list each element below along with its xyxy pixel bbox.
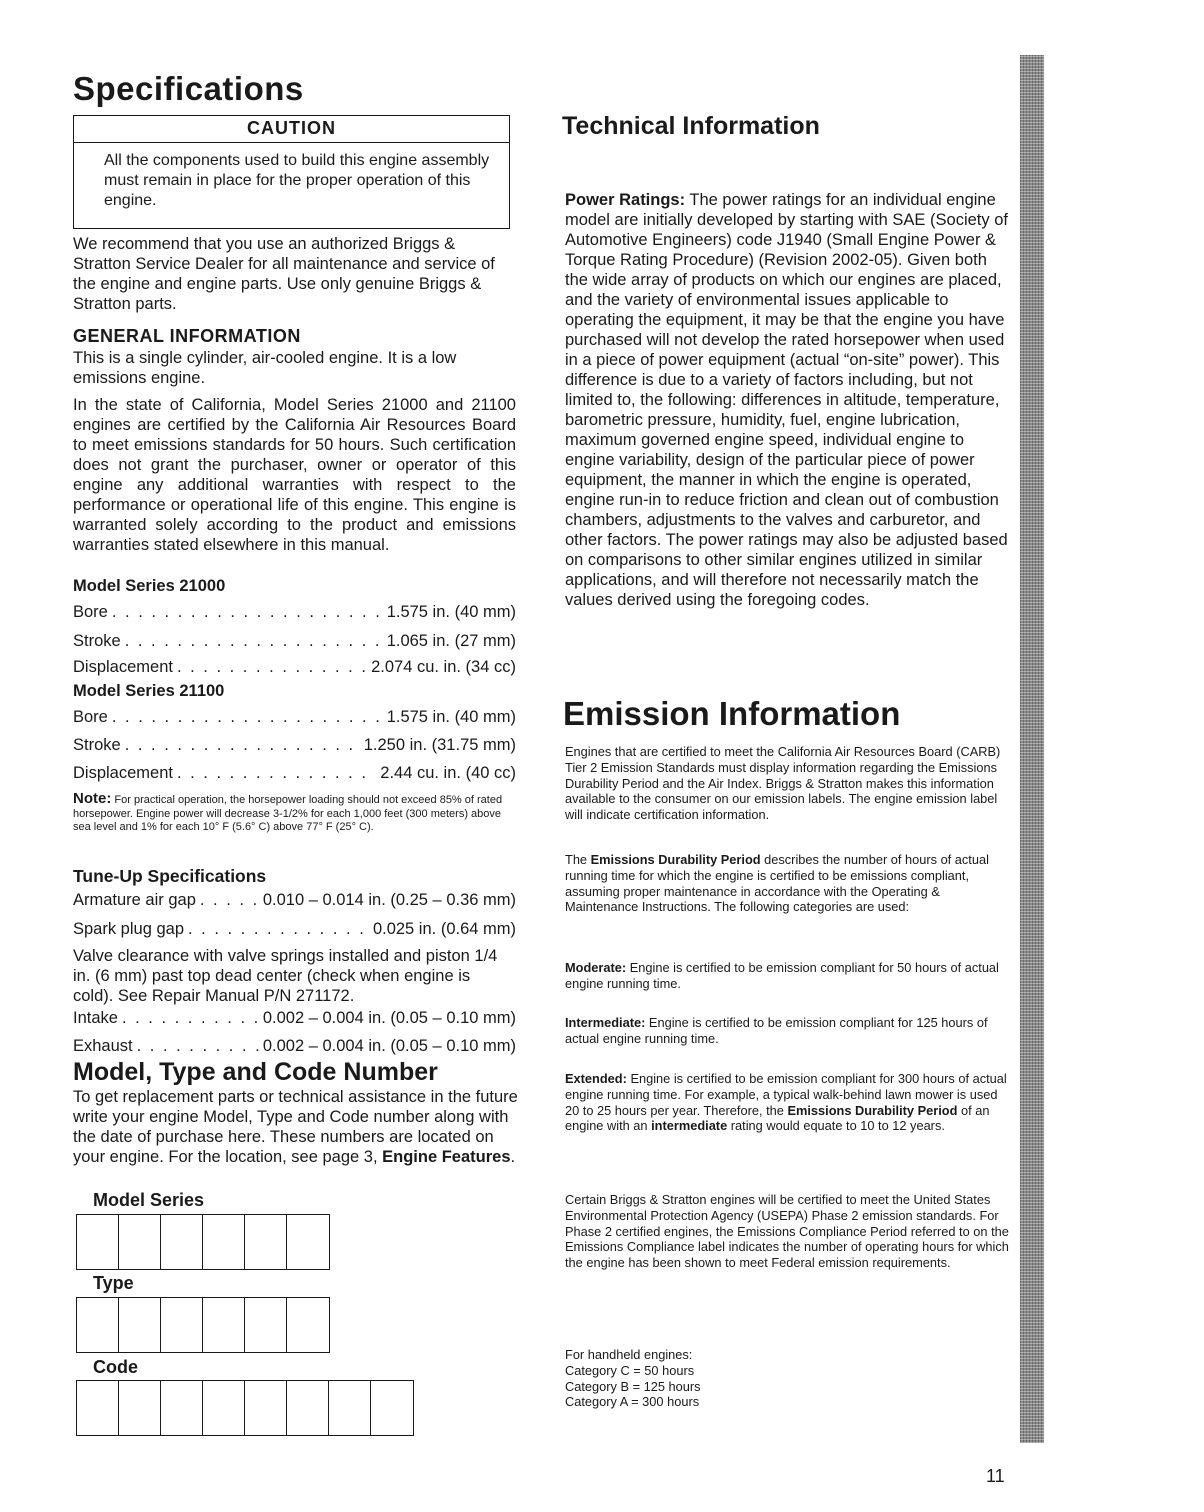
spec-label: Bore xyxy=(73,708,108,726)
code-label: Code xyxy=(93,1357,138,1377)
page-number: 11 xyxy=(986,1466,1005,1486)
entry-cell xyxy=(119,1298,161,1352)
emission-p2-bold: Emissions Durability Period xyxy=(590,852,761,867)
spec-label: Intake xyxy=(73,1009,118,1027)
moderate-label: Moderate: xyxy=(565,960,627,975)
spec-label: Exhaust xyxy=(73,1037,133,1055)
spec-row xyxy=(73,762,516,784)
entry-cell xyxy=(203,1215,245,1269)
code-entry-boxes xyxy=(76,1380,414,1436)
spec-value: 2.44 cu. in. (40 cc) xyxy=(380,764,516,782)
caution-text: All the components used to build this engine assembly must remain in place for the proper operation of this engine. xyxy=(104,152,490,209)
general-information-p2: In the state of California, Model Series 21000 and 21100 engines are certified by the California Air Resources Board to meet emissions standards for 50 hours. Such certification does not grant the purchaser, owner or operator of this engine any additional warranties with respect to the performance or operational life of this engine. This engine is warranted solely according to the product and emissions warranties stated elsewhere in this manual. xyxy=(73,396,516,554)
spec-label: Displacement xyxy=(73,658,173,676)
spec-row xyxy=(73,1035,516,1057)
extended-category xyxy=(565,1071,1013,1134)
extended-bold-intermediate: intermediate xyxy=(651,1118,728,1134)
model-type-code-paragraph xyxy=(73,1087,518,1167)
spec-label: Displacement xyxy=(73,764,173,782)
spec-row xyxy=(73,889,516,911)
specifications-title: Specifications xyxy=(73,70,304,107)
entry-cell xyxy=(161,1298,203,1352)
entry-cell xyxy=(203,1381,245,1435)
spec-value: 1.065 in. (27 mm) xyxy=(386,632,516,650)
dot-leader xyxy=(137,1035,259,1057)
spec-row xyxy=(73,734,516,756)
caution-box xyxy=(73,115,510,229)
entry-cell xyxy=(77,1381,119,1435)
entry-cell xyxy=(77,1298,119,1352)
entry-cell xyxy=(287,1215,329,1269)
spec-row xyxy=(73,918,516,940)
general-information-p1: This is a single cylinder, air-cooled engine. It is a low emissions engine. xyxy=(73,349,457,387)
spec-value: 1.575 in. (40 mm) xyxy=(386,708,516,726)
intermediate-label: Intermediate: xyxy=(565,1015,646,1030)
spec-label: Stroke xyxy=(73,736,121,754)
page-edge-stripe xyxy=(1020,55,1044,1443)
note-label: Note: xyxy=(73,790,112,807)
dot-leader xyxy=(112,601,383,623)
entry-cell xyxy=(371,1381,413,1435)
spec-value: 1.250 in. (31.75 mm) xyxy=(363,736,516,754)
valve-clearance-paragraph: Valve clearance with valve springs installed and piston 1/4 in. (6 mm) past top dead center (check when engine is cold). See Repair Manual P/N 271172. xyxy=(73,947,498,1005)
spec-label: Bore xyxy=(73,603,108,621)
recommend-paragraph: We recommend that you use an authorized Briggs & Stratton Service Dealer for all maintenance and service of the engine and engine parts. Use only genuine Briggs & Stratton parts. xyxy=(73,235,495,313)
extended-text: Engine is certified to be emission compliant for 300 hours of actual engine running time. For example, a typical walk-behind lawn mower is used 20 to 25 hours per year. Therefore, the xyxy=(565,1071,1007,1118)
spec-value: 1.575 in. (40 mm) xyxy=(386,603,516,621)
entry-cell xyxy=(119,1215,161,1269)
spec-row xyxy=(73,656,516,678)
spec-value: 0.010 – 0.014 in. (0.25 – 0.36 mm) xyxy=(262,891,516,909)
emission-p1: Engines that are certified to meet the California Air Resources Board (CARB) Tier 2 Emission Standards must display information regarding the Emissions Durability Period and the Air Index. Briggs & Stratton makes this information available to the consumer on our emission labels. The engine emission label will indicate certification information. xyxy=(565,744,1001,823)
general-information-heading: GENERAL INFORMATION xyxy=(73,326,301,346)
entry-cell xyxy=(161,1381,203,1435)
category-line: Category B = 125 hours xyxy=(565,1378,701,1394)
model-text-end: . xyxy=(510,1148,516,1166)
spec-row xyxy=(73,1007,516,1029)
spec-row xyxy=(73,630,516,652)
tune-up-heading: Tune-Up Specifications xyxy=(73,866,267,886)
note-text: For practical operation, the horsepower loading should not exceed 85% of rated horsepower. Engine power will decrease 3-1/2% for each 1,000 feet (300 meters) above sea level and 1% for each 10° F (5.6° C) above 77° F (25° C). xyxy=(73,794,503,833)
moderate-text: Engine is certified to be emission compliant for 50 hours of actual engine running time. xyxy=(565,960,999,991)
moderate-category xyxy=(565,960,1013,992)
spec-value: 0.002 – 0.004 in. (0.05 – 0.10 mm) xyxy=(262,1037,516,1055)
category-line: Category C = 50 hours xyxy=(565,1362,695,1378)
entry-cell xyxy=(245,1298,287,1352)
model-series-label: Model Series xyxy=(93,1190,205,1210)
dot-leader xyxy=(200,889,259,911)
entry-cell xyxy=(245,1215,287,1269)
caution-divider xyxy=(74,142,509,143)
dot-leader xyxy=(188,918,369,940)
usepa-paragraph: Certain Briggs & Stratton engines will be certified to meet the United States Environmental Protection Agency (USEPA) Phase 2 emission standards. For Phase 2 certified engines, the Emissions Compliance Period referred to on the Emissions Compliance label indicates the number of operating hours for which the engine has been shown to meet Federal emission requirements. xyxy=(565,1192,1009,1271)
emission-p2-post: describes the number of hours of actual running time for which the engine is certified to be emissions compliant, assuming proper maintenance in accordance with the Operating & Maintenance Instructions. The following categories are used: xyxy=(565,852,989,915)
handheld-heading: For handheld engines: xyxy=(565,1347,693,1362)
entry-cell xyxy=(287,1298,329,1352)
entry-cell xyxy=(203,1298,245,1352)
spec-label: Stroke xyxy=(73,632,121,650)
extended-bold-durability: Emissions Durability Period xyxy=(787,1102,958,1118)
technical-information-title: Technical Information xyxy=(562,112,820,140)
extended-end: rating would equate to 10 to 12 years. xyxy=(730,1118,945,1134)
extended-mid: of an engine with an xyxy=(565,1102,990,1134)
handheld-categories xyxy=(565,1347,1013,1410)
entry-cell xyxy=(287,1381,329,1435)
dot-leader xyxy=(112,706,383,728)
entry-cell xyxy=(245,1381,287,1435)
note-paragraph xyxy=(73,792,516,835)
spec-label: Spark plug gap xyxy=(73,920,184,938)
category-line: Category A = 300 hours xyxy=(565,1394,700,1410)
spec-value: 2.074 cu. in. (34 cc) xyxy=(371,658,516,676)
intermediate-category xyxy=(565,1015,1013,1047)
spec-row xyxy=(73,601,516,623)
entry-cell xyxy=(119,1381,161,1435)
emission-p2-pre: The xyxy=(565,852,588,867)
type-label: Type xyxy=(93,1273,134,1293)
entry-cell xyxy=(161,1215,203,1269)
model-series-21000-heading: Model Series 21000 xyxy=(73,577,226,595)
type-entry-boxes xyxy=(76,1297,330,1353)
caution-heading: CAUTION xyxy=(247,118,336,138)
spec-value: 0.025 in. (0.64 mm) xyxy=(372,920,516,938)
dot-leader xyxy=(125,630,383,652)
dot-leader xyxy=(177,656,367,678)
dot-leader xyxy=(177,762,376,784)
spec-value: 0.002 – 0.004 in. (0.05 – 0.10 mm) xyxy=(262,1009,516,1027)
spec-label: Armature air gap xyxy=(73,891,196,909)
spec-row xyxy=(73,706,516,728)
emission-information-title: Emission Information xyxy=(563,695,901,732)
power-ratings-paragraph xyxy=(565,190,1010,610)
dot-leader xyxy=(122,1007,259,1029)
extended-label: Extended: xyxy=(565,1071,627,1086)
dot-leader xyxy=(125,734,360,756)
power-ratings-label: Power Ratings: xyxy=(565,191,686,209)
entry-cell xyxy=(77,1215,119,1269)
model-type-code-title: Model, Type and Code Number xyxy=(73,1058,438,1086)
engine-features-reference: Engine Features xyxy=(382,1148,511,1166)
model-series-entry-boxes xyxy=(76,1214,330,1270)
emission-p2 xyxy=(565,852,1013,915)
power-ratings-text: The power ratings for an individual engine model are initially developed by starting with SAE (Society of Automotive Engineers) code J1940 (Small Engine Power & Torque Rating Procedure) (Revision 2002-05). Given both the wide array of products on which our engines are placed, and the variety of environmental issues applicable to operating the equipment, it may be that the engine you have purchased will not develop the rated horsepower when used in a piece of power equipment (actual “on-site” power). This difference is due to a variety of factors including, but not limited to, the following: differences in altitude, temperature, barometric pressure, humidity, fuel, engine lubrication, maximum governed engine speed, individual engine to engine variability, design of the particular piece of power equipment, the manner in which the engine is operated, engine run-in to reduce friction and clean out of combustion chambers, adjustments to the valves and carburetor, and other factors. The power ratings may also be adjusted based on comparisons to other similar engines utilized in similar applications, and will therefore not necessarily match the values derived using the foregoing codes. xyxy=(565,191,1008,609)
intermediate-text: Engine is certified to be emission compliant for 125 hours of actual engine running time. xyxy=(565,1015,988,1046)
model-text: To get replacement parts or technical assistance in the future write your engine Model, Type and Code number along with the date of purchase here. These numbers are located on your engine. For the location, see page 3, xyxy=(73,1088,518,1166)
model-series-21100-heading: Model Series 21100 xyxy=(73,682,225,700)
entry-cell xyxy=(329,1381,371,1435)
